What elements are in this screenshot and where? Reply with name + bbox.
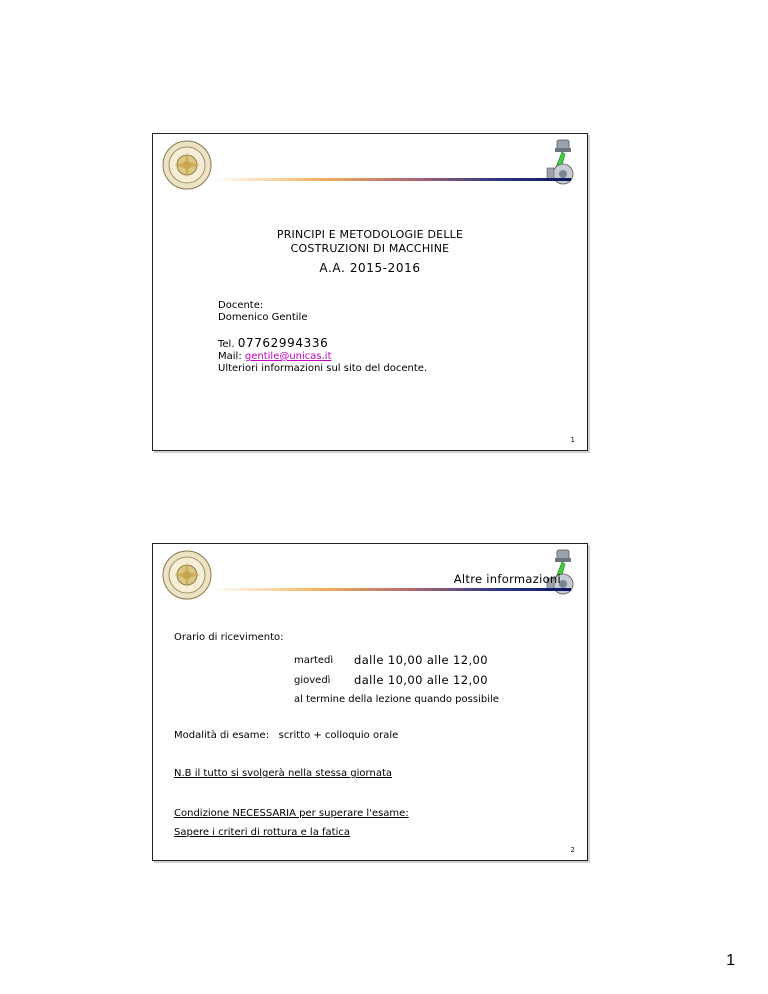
- exam-mode: scritto + colloquio orale: [278, 730, 399, 741]
- university-seal-icon: [162, 550, 212, 600]
- page-number: 1: [726, 952, 735, 969]
- slide-1: [152, 133, 588, 451]
- docente-label: Docente:: [218, 300, 264, 311]
- slide-number: 2: [570, 846, 575, 854]
- header-gradient-line: [213, 178, 571, 181]
- slide-2: [152, 543, 588, 861]
- day-2-time: dalle 10,00 alle 12,00: [354, 673, 488, 687]
- condition-label: Condizione NECESSARIA per superare l'esame:: [174, 808, 409, 819]
- condition-detail: Sapere i criteri di rottura e la fatica: [174, 827, 350, 838]
- header-gradient-line: [213, 588, 571, 591]
- docente-name: Domenico Gentile: [218, 312, 308, 323]
- university-seal-icon: [162, 140, 212, 190]
- nb-note: N.B il tutto si svolgerà nella stessa giornata: [174, 768, 392, 779]
- after-lesson-note: al termine della lezione quando possibile: [294, 694, 499, 705]
- orario-label: Orario di ricevimento:: [174, 632, 284, 643]
- course-title-line-1: PRINCIPI E METODOLOGIE DELLE: [276, 228, 464, 241]
- mail-link[interactable]: gentile@unicas.it: [244, 351, 332, 362]
- mail-row: [218, 351, 427, 363]
- day-1-time: dalle 10,00 alle 12,00: [354, 653, 488, 667]
- contact-block: [218, 337, 427, 375]
- slide-number: 1: [570, 436, 575, 444]
- course-title: [153, 228, 587, 256]
- day-2: giovedì: [294, 675, 331, 686]
- exam-row: [174, 730, 398, 742]
- docente-block: [218, 300, 308, 324]
- exam-label: Modalità di esame:: [174, 730, 270, 741]
- mail-label: Mail:: [218, 351, 242, 362]
- day-1: martedì: [294, 655, 334, 666]
- phone-row: [218, 337, 427, 351]
- course-title-line-2: COSTRUZIONI DI MACCHINE: [290, 242, 450, 255]
- tel-number: 07762994336: [237, 336, 329, 350]
- tel-label: Tel.: [218, 339, 235, 350]
- academic-year: A.A. 2015-2016: [319, 261, 421, 275]
- slide-heading: Altre informazioni: [453, 572, 561, 586]
- info-note: Ulteriori informazioni sul sito del docente.: [218, 363, 428, 374]
